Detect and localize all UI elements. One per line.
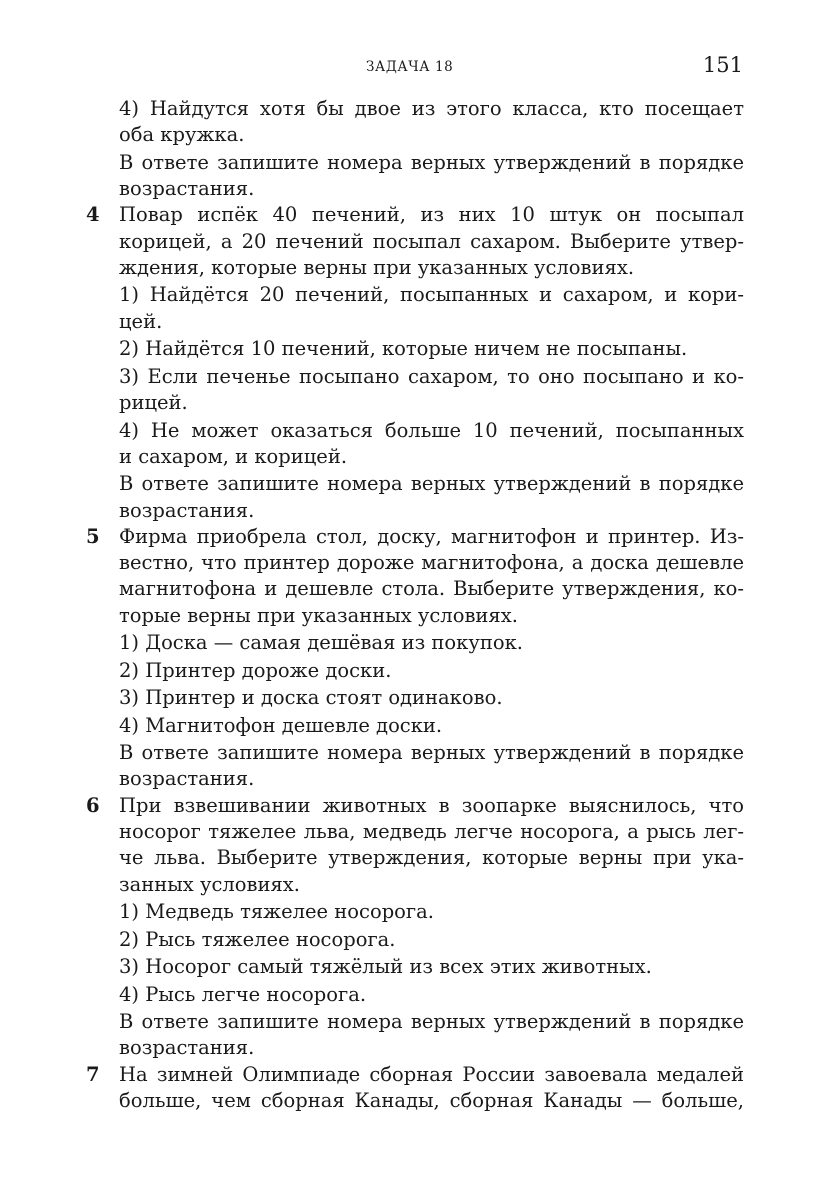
text-line xyxy=(0,1088,827,1114)
problem-text: магнитофона и дешевле стола. Выберите утверждения, ко- xyxy=(119,577,744,601)
prev-answer-note-cont: возрастания. xyxy=(119,177,255,201)
text-line xyxy=(0,96,827,122)
option-2 xyxy=(0,658,827,684)
problem-text: При взвешивании животных в зоопарке выяснилось, что xyxy=(119,793,744,817)
answer-note xyxy=(0,1009,827,1035)
option-text: 4) Рысь легче носорога. xyxy=(119,982,367,1006)
text-line xyxy=(0,576,827,602)
text-line xyxy=(0,1035,827,1061)
option-text: 4) Не может оказаться больше 10 печений, посыпанных xyxy=(119,418,744,442)
problem-number: 4 xyxy=(86,203,100,227)
option-text: 2) Рысь тяжелее носорога. xyxy=(119,927,396,951)
option-text: 3) Носорог самый тяжёлый из всех этих животных. xyxy=(119,955,652,979)
option-3 xyxy=(0,954,827,980)
option-text: 1) Доска — самая дешёвая из покупок. xyxy=(119,631,523,655)
problem-text: носорог тяжелее льва, медведь легче носорога, а рысь лег- xyxy=(119,820,744,844)
prev-option-4: 4) Найдутся хотя бы двое из этого класса, кто посещает xyxy=(119,97,744,120)
option-1 xyxy=(0,282,827,308)
text-line xyxy=(0,229,827,255)
problem-text: ждения, которые верны при указанных условиях. xyxy=(119,255,635,279)
text-line xyxy=(0,498,827,524)
problem-text: Повар испёк 40 печений, из них 10 штук он посыпал xyxy=(119,203,744,227)
problem-4-stem xyxy=(0,202,827,228)
running-head xyxy=(0,53,827,81)
note-text: возрастания. xyxy=(119,1036,255,1060)
problem-number: 6 xyxy=(86,793,100,817)
option-4 xyxy=(0,418,827,444)
problem-text: корицей, а 20 печений посыпал сахаром. Выберите утвер- xyxy=(119,229,744,253)
answer-note xyxy=(0,740,827,766)
running-title: ЗАДАЧА 18 xyxy=(366,59,454,75)
prev-option-4-cont: оба кружка. xyxy=(119,123,245,147)
text-line xyxy=(0,444,827,470)
option-3 xyxy=(0,685,827,711)
note-text: В ответе запишите номера верных утверждений в порядке xyxy=(119,741,744,765)
text-line xyxy=(0,176,827,202)
option-2 xyxy=(0,927,827,953)
problem-text: занных условиях. xyxy=(119,872,300,896)
option-text: и сахаром, и корицей. xyxy=(119,444,348,468)
text-line xyxy=(0,766,827,792)
problem-6-stem xyxy=(0,793,827,819)
text-line xyxy=(0,390,827,416)
text-line xyxy=(0,255,827,281)
text-line xyxy=(0,150,827,176)
problem-text: вестно, что принтер дороже магнитофона, а доска дешевле xyxy=(119,551,744,575)
option-text: 2) Принтер дороже доски. xyxy=(119,658,392,682)
option-4 xyxy=(0,982,827,1008)
prev-answer-note: В ответе запишите номера верных утверждений в порядке xyxy=(119,150,744,174)
problem-text: больше, чем сборная Канады, сборная Канады — больше, xyxy=(119,1088,744,1112)
problem-text: че льва. Выберите утверждения, которые верны при ука- xyxy=(119,846,744,870)
problem-number: 5 xyxy=(86,524,100,548)
note-text: возрастания. xyxy=(119,498,255,522)
option-text: 1) Найдётся 20 печений, посыпанных и сахаром, и кори- xyxy=(119,283,744,307)
text-line xyxy=(0,309,827,335)
problem-number: 7 xyxy=(86,1062,100,1086)
note-text: В ответе запишите номера верных утверждений в порядке xyxy=(119,472,744,496)
option-3 xyxy=(0,364,827,390)
option-text: 2) Найдётся 10 печений, которые ничем не посыпаны. xyxy=(119,337,688,361)
option-text: 1) Медведь тяжелее носорога. xyxy=(119,900,434,924)
problem-text: Фирма приобрела стол, доску, магнитофон и принтер. Из- xyxy=(119,524,744,548)
page-number: 151 xyxy=(702,53,743,77)
option-text: 3) Принтер и доска стоят одинаково. xyxy=(119,686,503,710)
problem-text: торые верны при указанных условиях. xyxy=(119,603,518,627)
option-text: рицей. xyxy=(119,391,188,415)
problem-text: На зимней Олимпиаде сборная России завоевала медалей xyxy=(119,1062,744,1086)
text-line xyxy=(0,550,827,576)
option-text: 3) Если печенье посыпано сахаром, то оно посыпано и ко- xyxy=(119,364,744,388)
answer-note xyxy=(0,471,827,497)
note-text: В ответе запишите номера верных утверждений в порядке xyxy=(119,1010,744,1034)
option-text: цей. xyxy=(119,309,163,333)
note-text: возрастания. xyxy=(119,767,255,791)
text-line xyxy=(0,872,827,898)
problem-5-stem xyxy=(0,524,827,550)
option-2 xyxy=(0,336,827,362)
page-content xyxy=(0,96,827,1114)
option-1 xyxy=(0,630,827,656)
text-line xyxy=(0,603,827,629)
text-line xyxy=(0,122,827,148)
option-text: 4) Магнитофон дешевле доски. xyxy=(119,713,443,737)
option-4 xyxy=(0,713,827,739)
text-line xyxy=(0,845,827,871)
option-1 xyxy=(0,899,827,925)
problem-7-stem xyxy=(0,1062,827,1088)
text-line xyxy=(0,819,827,845)
